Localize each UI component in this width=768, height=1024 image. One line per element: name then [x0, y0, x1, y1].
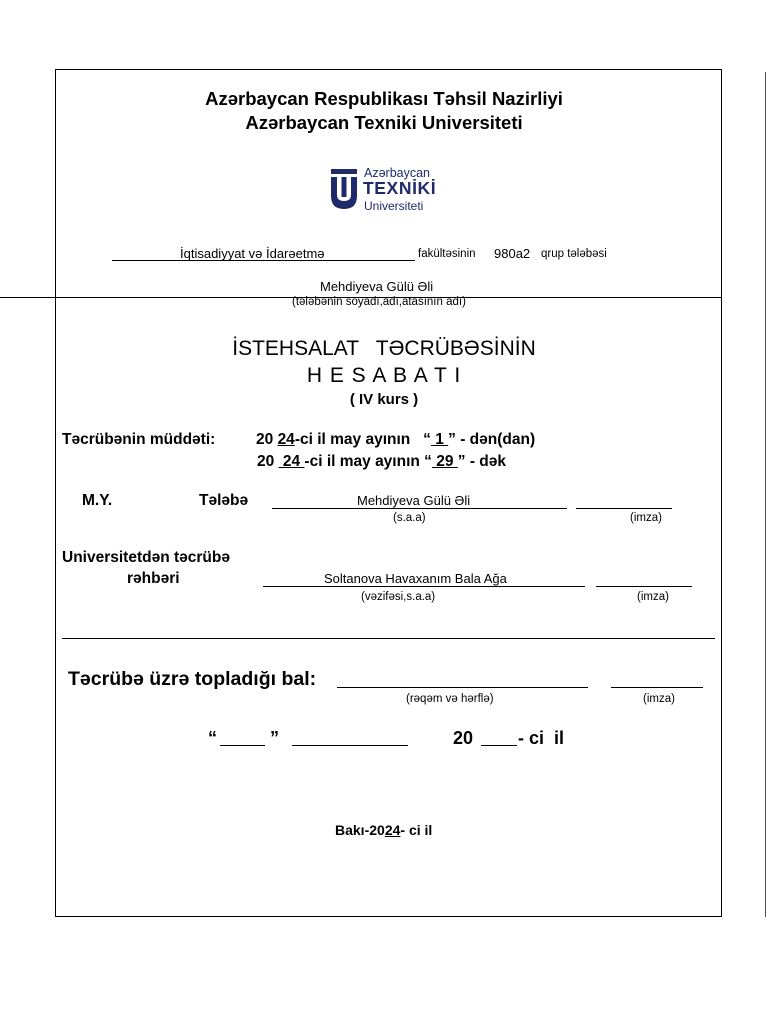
- date-open-quote: “: [208, 728, 217, 748]
- atu-emblem-icon: [329, 167, 359, 211]
- start-month-text: -ci il may ayının “: [294, 431, 431, 448]
- student-name-caption: (tələbənin soyadı,adı,atasının adı): [292, 296, 466, 308]
- duration-row-start: [256, 431, 535, 449]
- start-year-prefix: 20: [256, 431, 274, 448]
- supervisor-name: Soltanova Havaxanım Bala Ağa: [324, 571, 507, 586]
- date-day-line: [220, 745, 265, 746]
- student-name-caption-saa: (s.a.a): [393, 512, 426, 524]
- student-name-line: [272, 508, 567, 509]
- date-year-prefix: 20: [453, 728, 474, 748]
- divider-middle: [62, 638, 715, 639]
- duration-label: Təcrübənin müddəti:: [62, 431, 216, 448]
- end-day: 29: [431, 453, 458, 470]
- logo-line2: TEXNİKİ: [363, 178, 437, 198]
- supervisor-label-line1: Universitetdən təcrübə: [62, 549, 230, 566]
- supervisor-sign-caption: (imza): [637, 591, 669, 603]
- date-year-line: [481, 745, 517, 746]
- start-year: 24: [277, 431, 295, 448]
- student-name: Mehdiyeva Gülü Əli: [320, 279, 434, 294]
- group-number: 980a2: [494, 246, 531, 261]
- supervisor-sign-line: [596, 586, 692, 587]
- student-signature-label: Tələbə: [199, 492, 249, 509]
- student-sign-caption: (imza): [630, 512, 662, 524]
- report-title-line2: H E S A B A T I: [306, 364, 462, 387]
- start-suffix: ” - dən(dan): [448, 431, 536, 448]
- page-edge-line: [765, 72, 766, 917]
- supervisor-name-caption: (vəzifəsi,s.a.a): [361, 591, 436, 603]
- score-label: Təcrübə üzrə topladığı bal:: [68, 668, 317, 690]
- student-sign-line: [576, 508, 672, 509]
- start-day: 1: [430, 431, 449, 448]
- end-month-text: -ci il may ayının “: [304, 453, 432, 470]
- date-close-quote: ”: [270, 728, 279, 748]
- footer-year: 24: [384, 822, 401, 838]
- end-suffix: ” - dək: [457, 453, 507, 470]
- report-title-line1: İSTEHSALAT TƏCRÜBƏSİNİN: [232, 337, 536, 360]
- university-logo: [329, 167, 359, 216]
- seal-label: M.Y.: [82, 492, 113, 509]
- university-title: Azərbaycan Texniki Universiteti: [245, 112, 523, 133]
- supervisor-name-line: [263, 586, 585, 587]
- date-month-line: [292, 745, 408, 746]
- logo-line1: Azərbaycan: [364, 166, 431, 180]
- score-sign-line: [611, 687, 703, 688]
- score-value-caption: (rəqəm və hərflə): [406, 693, 494, 705]
- faculty-suffix: fakültəsinin: [418, 248, 476, 260]
- logo-line3: Universiteti: [364, 199, 424, 213]
- course-label: ( IV kurs ): [349, 391, 419, 408]
- supervisor-label-line2: rəhbəri: [127, 570, 180, 587]
- footer-city-year: [335, 822, 432, 838]
- date-year-suffix: - ci il: [518, 728, 565, 748]
- score-sign-caption: (imza): [643, 693, 675, 705]
- footer-city: Bakı-20: [335, 822, 385, 838]
- end-year: 24: [278, 453, 305, 470]
- group-suffix: qrup tələbəsi: [541, 248, 607, 260]
- student-signature-name: Mehdiyeva Gülü Əli: [357, 493, 471, 508]
- faculty-name: İqtisadiyyat və İdarəetmə: [180, 246, 325, 261]
- duration-row-end: [257, 453, 506, 471]
- footer-suffix: - ci il: [400, 822, 433, 838]
- end-year-prefix: 20: [257, 453, 275, 470]
- score-value-line: [337, 687, 588, 688]
- ministry-title: Azərbaycan Respublikası Təhsil Nazirliyi: [205, 88, 563, 109]
